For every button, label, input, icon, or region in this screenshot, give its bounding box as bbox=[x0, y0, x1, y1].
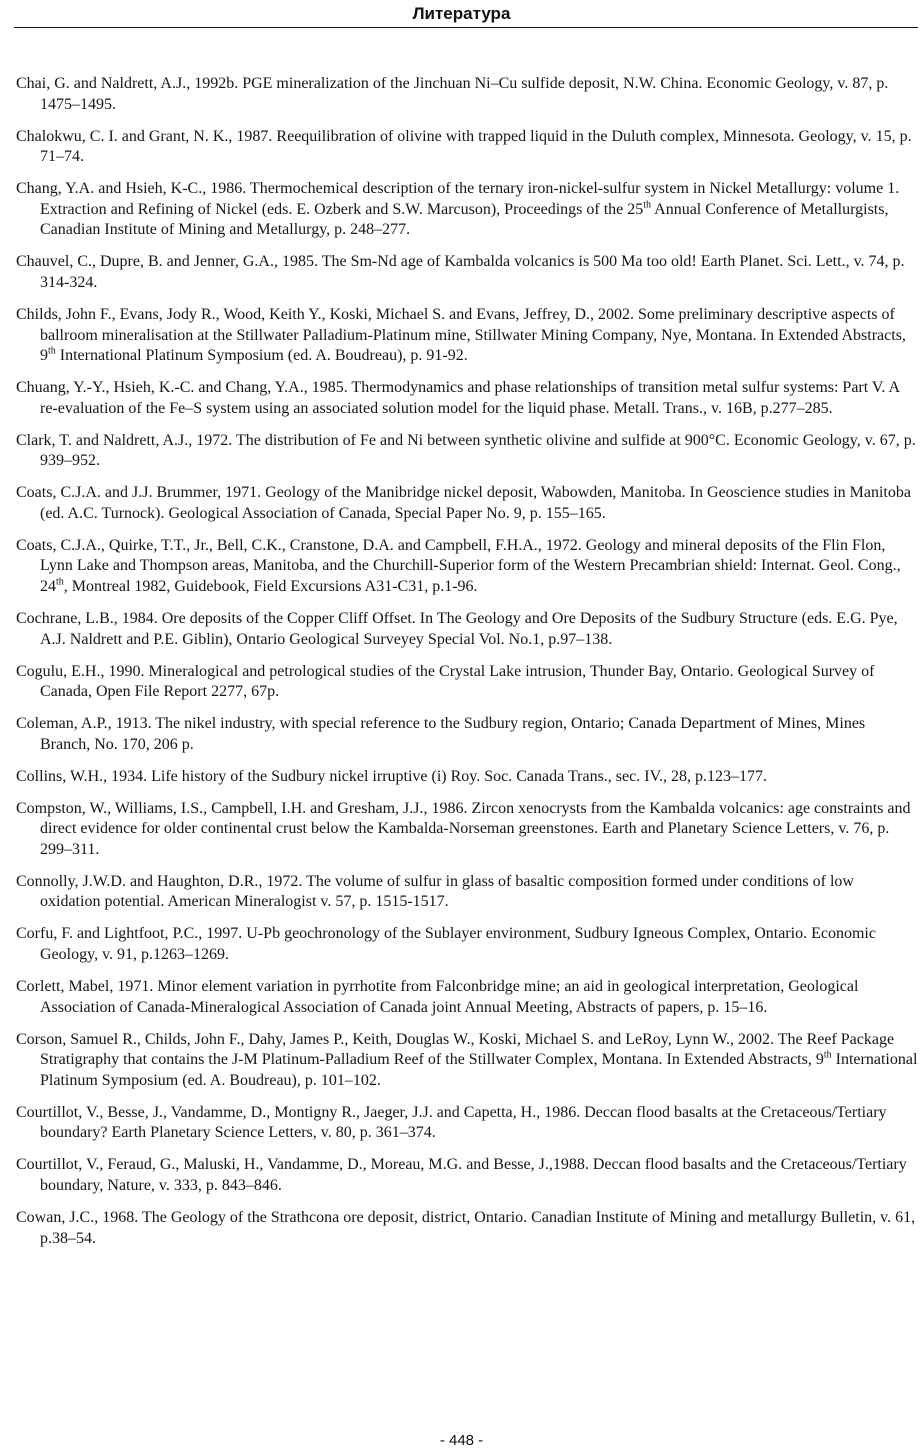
reference-text: Coats, C.J.A. and J.J. Brummer, 1971. Geology of the Manibridge nickel deposit, Wabowden, Manitoba. In Geoscience studies in Manitoba (ed. A.C. Turnock). Geological Association of Canada, Special Paper No. 9, p. 155–165. bbox=[16, 484, 911, 522]
reference-text: Cogulu, E.H., 1990. Mineralogical and petrological studies of the Crystal Lake intrusion, Thunder Bay, Ontario. Geological Survey of Canada, Open File Report 2277, 67p. bbox=[16, 662, 875, 701]
reference-entry bbox=[16, 127, 918, 168]
reference-text: Courtillot, V., Feraud, G., Maluski, H., Vandamme, D., Moreau, M.G. and Besse, J.,1988. Deccan flood basalts and the Cretaceous/Tertiary boundary, Nature, v. 333, p. 843–846. bbox=[16, 1156, 907, 1194]
reference-entry bbox=[16, 1030, 918, 1092]
reference-superscript: th bbox=[56, 576, 64, 588]
reference-text: International Platinum Symposium (ed. A. Boudreau), p. 101–102. bbox=[40, 1051, 918, 1089]
reference-entry bbox=[16, 378, 918, 419]
reference-text: Connolly, J.W.D. and Haughton, D.R., 1972. The volume of sulfur in glass of basaltic composition formed under conditions of low oxidation potential. American Mineralogist v. 57, p. 1515-1517. bbox=[16, 872, 854, 911]
reference-entry bbox=[16, 924, 918, 965]
reference-text: Corfu, F. and Lightfoot, P.C., 1997. U-Pb geochronology of the Sublayer environment, Sudbury Igneous Complex, Ontario. Economic Geology, v. 91, p.1263–1269. bbox=[16, 925, 876, 964]
reference-text: International Platinum Symposium (ed. A. Boudreau), p. 91-92. bbox=[55, 347, 468, 365]
reference-text: Cowan, J.C., 1968. The Geology of the Strathcona ore deposit, district, Ontario. Canadian Institute of Mining and metallurgy Bulletin, v. 61, p.38–54. bbox=[16, 1208, 916, 1247]
reference-text: Corlett, Mabel, 1971. Minor element variation in pyrrhotite from Falconbridge mine; an aid in geological interpretation, Geological Association of Canada-Mineralogical Association of Canada joint Annual Meeting, Abstracts of papers, p. 15–16. bbox=[16, 978, 859, 1016]
reference-text: Chai, G. and Naldrett, A.J., 1992b. PGE mineralization of the Jinchuan Ni–Cu sulfide deposit, N.W. China. Economic Geology, v. 87, p. 1475–1495. bbox=[16, 75, 889, 113]
reference-entry bbox=[16, 872, 918, 913]
reference-entry bbox=[16, 977, 918, 1018]
reference-entry bbox=[16, 609, 918, 650]
reference-superscript: th bbox=[823, 1049, 832, 1061]
reference-text: Compston, W., Williams, I.S., Campbell, I.H. and Gresham, J.J., 1986. Zircon xenocrysts from the Kambalda volcanics: age constraints and direct evidence for older continental crust below the Kambalda-Norseman greenstones. Earth and Planetary Science Letters, v. 76, p. 299–311. bbox=[16, 799, 911, 858]
reference-text: Chang, Y.A. and Hsieh, K-C., 1986. Thermochemical description of the ternary iron-nickel-sulfur system in Nickel Metallurgy: volume 1. Extraction and Refining of Nickel (eds. E. Ozberk and S.W. Marcuson), Proceedings of the 25 bbox=[16, 180, 900, 218]
reference-text: Childs, John F., Evans, Jody R., Wood, Keith Y., Koski, Michael S. and Evans, Jeffrey, D., 2002. Some preliminary descriptive aspects of ballroom mineralisation at the Stillwater Palladium-Platinum mine, Stillwater Mining Company, Nye, Montana. In Extended Abstracts, 9 bbox=[16, 305, 906, 365]
reference-entry bbox=[16, 179, 918, 241]
reference-entry bbox=[16, 305, 918, 367]
reference-text: Courtillot, V., Besse, J., Vandamme, D., Montigny R., Jaeger, J.J. and Capetta, H., 1986. Deccan flood basalts at the Cretaceous/Tertiary boundary? Earth Planetary Science Letters, v. 80, p. 361–374. bbox=[16, 1103, 887, 1142]
page-number: - 448 - bbox=[439, 1432, 484, 1449]
reference-entry bbox=[16, 714, 918, 755]
reference-text: Chuang, Y.-Y., Hsieh, K.-C. and Chang, Y.A., 1985. Thermodynamics and phase relationships of transition metal sulfur systems: Part V. A re-evaluation of the Fe–S system using an associated solution model for the liquid phase. Metall. Trans., v. 16B, p.277–285. bbox=[16, 379, 900, 417]
reference-entry bbox=[16, 1155, 918, 1196]
reference-text: Coleman, A.P., 1913. The nikel industry, with special reference to the Sudbury region, Ontario; Canada Department of Mines, Mines Branch, No. 170, 206 p. bbox=[16, 715, 866, 753]
reference-text: Chauvel, C., Dupre, B. and Jenner, G.A., 1985. The Sm-Nd age of Kambalda volcanics is 500 Ma too old! Earth Planet. Sci. Lett., v. 74, p. 314-324. bbox=[16, 253, 905, 291]
reference-list bbox=[16, 74, 918, 1261]
reference-text: Clark, T. and Naldrett, A.J., 1972. The distribution of Fe and Ni between synthetic olivine and sulfide at 900°C. Economic Geology, v. 67, p. 939–952. bbox=[16, 431, 916, 470]
reference-entry bbox=[16, 1208, 918, 1249]
reference-text: , Montreal 1982, Guidebook, Field Excursions A31-C31, p.1-96. bbox=[63, 578, 478, 595]
reference-entry bbox=[16, 483, 918, 524]
reference-entry bbox=[16, 767, 918, 788]
reference-entry bbox=[16, 1103, 918, 1144]
reference-text: Chalokwu, C. I. and Grant, N. K., 1987. Reequilibration of olivine with trapped liquid in the Duluth complex, Minnesota. Geology, v. 15, p. 71–74. bbox=[16, 127, 912, 166]
reference-entry bbox=[16, 431, 918, 472]
reference-entry bbox=[16, 662, 918, 703]
page-title: Литература bbox=[412, 4, 511, 23]
reference-entry bbox=[16, 74, 918, 115]
reference-text: Annual Conference of Metallurgists, Canadian Institute of Mining and Metallurgy, p. 248–277. bbox=[40, 200, 889, 239]
reference-entry bbox=[16, 536, 918, 598]
reference-superscript: th bbox=[643, 199, 652, 211]
reference-text: Corson, Samuel R., Childs, John F., Dahy, James P., Keith, Douglas W., Koski, Michael S. and LeRoy, Lynn W., 2002. The Reef Package Stratigraphy that contains the J-M Platinum-Palladium Reef of the Stillwater Complex, Montana. In Extended Abstracts, 9 bbox=[16, 1030, 895, 1069]
header-rule bbox=[14, 27, 918, 28]
reference-entry bbox=[16, 799, 918, 861]
reference-text: Coats, C.J.A., Quirke, T.T., Jr., Bell, C.K., Cranstone, D.A. and Campbell, F.H.A., 1972. Geology and mineral deposits of the Flin Flon, Lynn Lake and Thompson areas, Manitoba, and the Churchill-Superior form of the Western Precambrian shield: Internat. Geol. Cong., 24 bbox=[16, 536, 901, 595]
reference-superscript: th bbox=[48, 345, 56, 357]
reference-entry bbox=[16, 252, 918, 293]
reference-text: Collins, W.H., 1934. Life history of the Sudbury nickel irruptive (i) Roy. Soc. Canada Trans., sec. IV., 28, p.123–177. bbox=[16, 767, 768, 785]
reference-text: Cochrane, L.B., 1984. Ore deposits of the Copper Cliff Offset. In The Geology and Ore Deposits of the Sudbury Structure (eds. E.G. Pye, A.J. Naldrett and P.E. Giblin), Ontario Geological Surveyey Special Vol. No.1, p.97–138. bbox=[16, 609, 898, 648]
